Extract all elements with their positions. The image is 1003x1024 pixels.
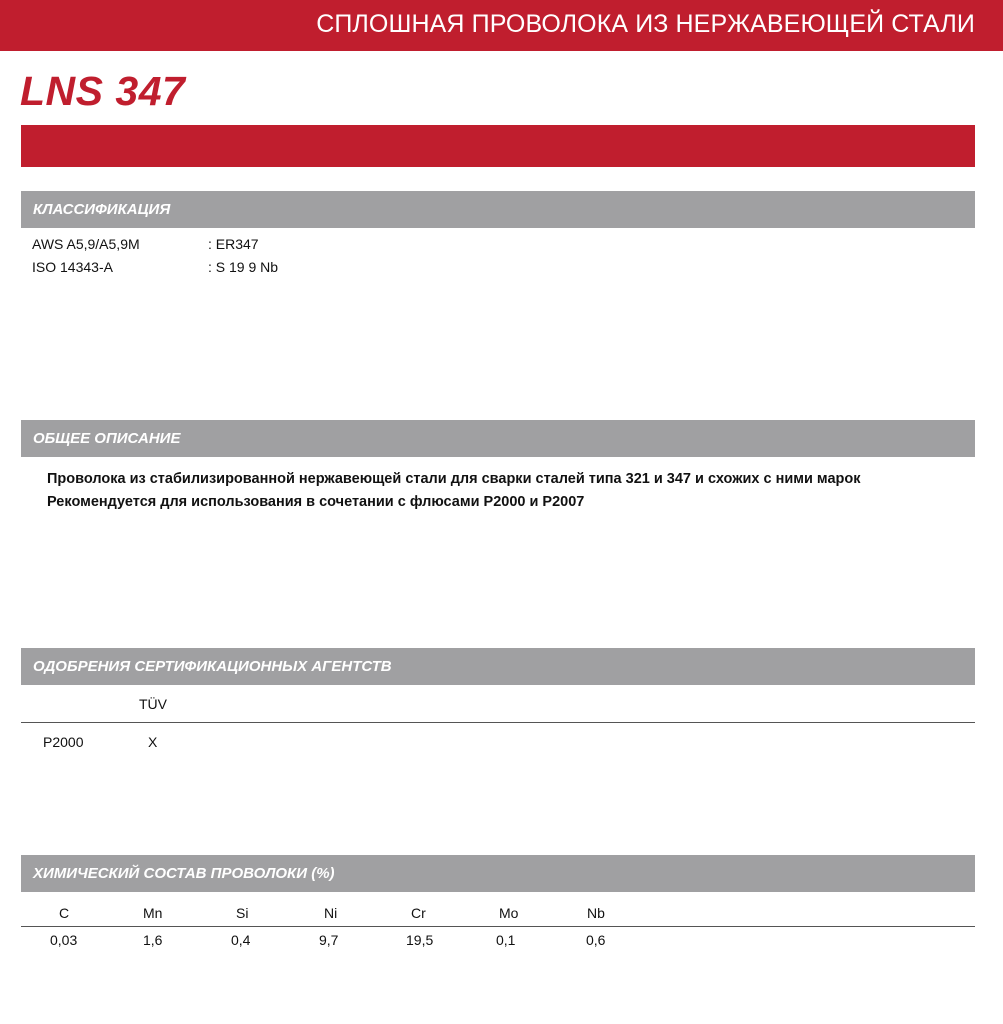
- approval-flux: P2000: [43, 734, 84, 750]
- classification-standard: AWS A5,9/A5,9M: [32, 236, 140, 252]
- classification-standard: ISO 14343-A: [32, 259, 113, 275]
- product-name: LNS 347: [20, 68, 186, 114]
- element-value: 0,4: [231, 932, 251, 948]
- element-value: 19,5: [406, 932, 434, 948]
- element-header: C: [59, 905, 70, 921]
- classification-value: : ER347: [208, 236, 259, 252]
- approvals-header: ОДОБРЕНИЯ СЕРТИФИКАЦИОННЫХ АГЕНТСТВ: [21, 648, 975, 685]
- description-header: ОБЩЕЕ ОПИСАНИЕ: [21, 420, 975, 457]
- chemistry-table-rule: [21, 926, 975, 927]
- chemistry-header: ХИМИЧЕСКИЙ СОСТАВ ПРОВОЛОКИ (%): [21, 855, 975, 892]
- element-value: 0,03: [50, 932, 78, 948]
- document-category: СПЛОШНАЯ ПРОВОЛОКА ИЗ НЕРЖАВЕЮЩЕЙ СТАЛИ: [316, 10, 975, 38]
- element-header: Cr: [411, 905, 426, 921]
- red-divider-bar: [21, 125, 975, 167]
- top-band: [0, 0, 1003, 51]
- approval-agency-header: TÜV: [139, 696, 167, 712]
- element-value: 9,7: [319, 932, 339, 948]
- description-line: Рекомендуется для использования в сочетании с флюсами P2000 и P2007: [47, 494, 585, 510]
- classification-header: КЛАССИФИКАЦИЯ: [21, 191, 975, 228]
- classification-value: : S 19 9 Nb: [208, 259, 279, 275]
- element-header: Nb: [587, 905, 605, 921]
- element-value: 1,6: [143, 932, 163, 948]
- element-header: Mo: [499, 905, 519, 921]
- element-header: Mn: [143, 905, 163, 921]
- element-header: Ni: [324, 905, 338, 921]
- element-value: 0,1: [496, 932, 516, 948]
- approvals-table-rule: [21, 722, 975, 723]
- description-line: Проволока из стабилизированной нержавеющей стали для сварки сталей типа 321 и 347 и схожих с ними марок: [47, 471, 861, 487]
- approval-mark: X: [148, 734, 158, 750]
- element-header: Si: [236, 905, 249, 921]
- element-value: 0,6: [586, 932, 606, 948]
